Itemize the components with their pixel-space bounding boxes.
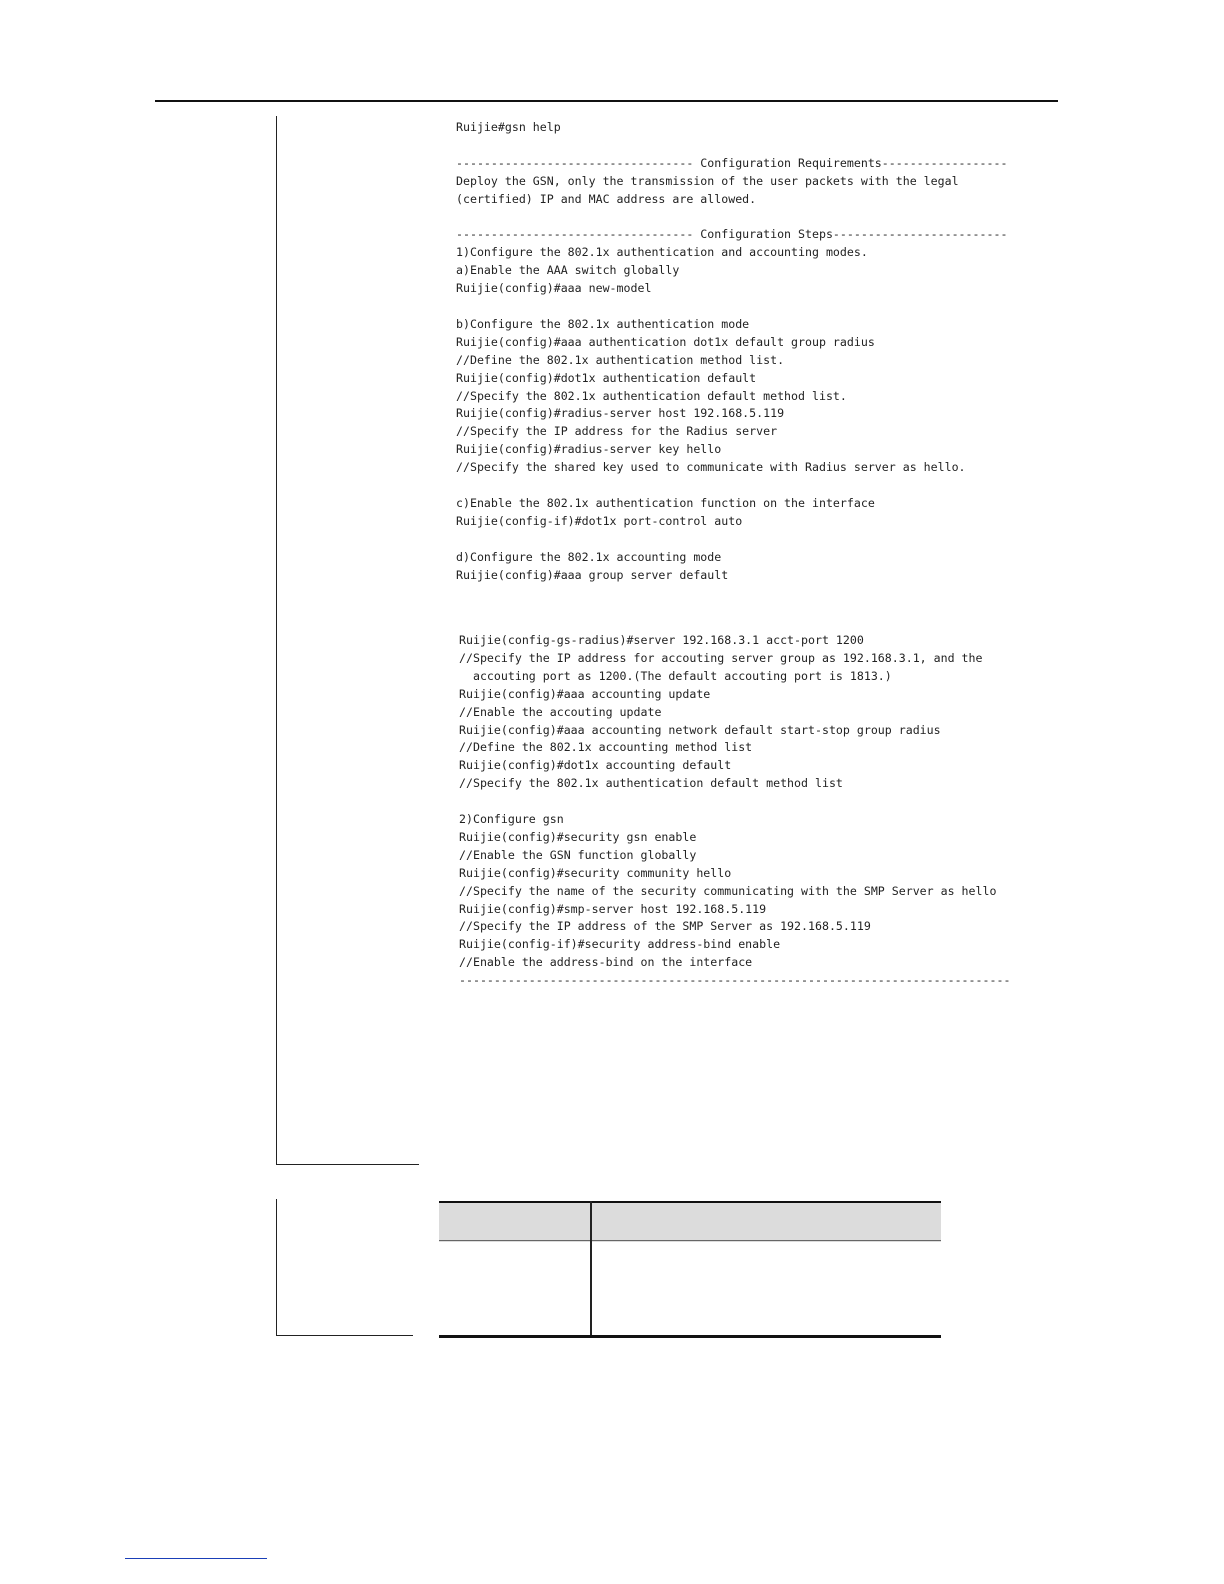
cli-line: Ruijie(config-if)#dot1x port-control auto bbox=[456, 513, 743, 528]
cli-line: //Enable the address-bind on the interface bbox=[459, 955, 753, 970]
cli-line: //Specify the IP address for the Radius server bbox=[456, 424, 778, 439]
table-column-separator bbox=[590, 1201, 592, 1337]
cli-line: Ruijie(config)#aaa accounting network default start-stop group radius bbox=[459, 722, 941, 737]
cli-line: //Enable the accouting update bbox=[459, 704, 662, 719]
cli-line: d)Configure the 802.1x accounting mode bbox=[456, 549, 722, 564]
cli-line: //Specify the 802.1x authentication default method list bbox=[459, 776, 843, 791]
cli-line bbox=[456, 209, 1007, 227]
table-bottom-rule bbox=[439, 1335, 941, 1338]
cli-line: 1)Configure the 802.1x authentication and accounting modes. bbox=[456, 245, 868, 260]
cli-line: //Specify the IP address of the SMP Server as 192.168.5.119 bbox=[459, 919, 871, 934]
cli-line: //Specify the IP address for accouting server group as 192.168.3.1, and the bbox=[459, 650, 983, 665]
section-bottom-border bbox=[276, 1164, 419, 1165]
cli-line bbox=[456, 477, 1007, 495]
cli-line: Ruijie(config)#security community hello bbox=[459, 865, 732, 880]
cli-line: Ruijie(config)#radius-server key hello bbox=[456, 442, 722, 457]
section2-left-border bbox=[276, 1199, 277, 1335]
footer-link-underline[interactable] bbox=[125, 1558, 267, 1559]
cli-line: Ruijie(config)#aaa new-model bbox=[456, 281, 652, 296]
cli-line: Ruijie(config)#security gsn enable bbox=[459, 829, 697, 844]
cli-line: ------------------------------------------------------------------------------- bbox=[459, 973, 1011, 988]
cli-line: Deploy the GSN, only the transmission of the user packets with the legal bbox=[456, 173, 959, 188]
cli-line: Ruijie(config)#dot1x accounting default bbox=[459, 758, 732, 773]
cli-line bbox=[456, 298, 1007, 316]
cli-line: Ruijie(config)#aaa authentication dot1x default group radius bbox=[456, 334, 875, 349]
section2-bottom-border bbox=[276, 1335, 413, 1336]
cli-line bbox=[456, 531, 1007, 549]
cli-line bbox=[459, 793, 1010, 811]
cli-block-config-requirements bbox=[456, 119, 1007, 584]
cli-line: 2)Configure gsn bbox=[459, 812, 564, 827]
cli-line bbox=[456, 137, 1007, 155]
cli-block-config-steps-cont bbox=[459, 632, 1010, 990]
cli-line: a)Enable the AAA switch globally bbox=[456, 263, 680, 278]
cli-line: //Specify the 802.1x authentication default method list. bbox=[456, 388, 847, 403]
cli-line: Ruijie(config)#smp-server host 192.168.5.119 bbox=[459, 901, 767, 916]
table-header-row bbox=[439, 1201, 941, 1242]
cli-line: Ruijie(config-if)#security address-bind enable bbox=[459, 937, 781, 952]
cli-line: //Define the 802.1x accounting method list bbox=[459, 740, 753, 755]
cli-line: Ruijie(config)#radius-server host 192.168.5.119 bbox=[456, 406, 785, 421]
table-header-rule bbox=[439, 1240, 941, 1241]
cli-line: (certified) IP and MAC address are allowed. bbox=[456, 191, 757, 206]
cli-line: //Define the 802.1x authentication method list. bbox=[456, 352, 785, 367]
cli-line: Ruijie(config)#aaa accounting update bbox=[459, 686, 711, 701]
cli-line: Ruijie(config-gs-radius)#server 192.168.3.1 acct-port 1200 bbox=[459, 633, 864, 647]
section-left-border bbox=[276, 116, 277, 1165]
cli-line: c)Enable the 802.1x authentication function on the interface bbox=[456, 495, 875, 510]
cli-line: accouting port as 1200.(The default accouting port is 1813.) bbox=[459, 668, 892, 683]
cli-line: Ruijie(config)#dot1x authentication default bbox=[456, 370, 757, 385]
cli-line: //Enable the GSN function globally bbox=[459, 847, 697, 862]
cli-line: Ruijie#gsn help bbox=[456, 120, 561, 134]
cli-line: //Specify the name of the security communicating with the SMP Server as hello bbox=[459, 883, 997, 898]
cli-line: //Specify the shared key used to communicate with Radius server as hello. bbox=[456, 460, 966, 475]
cli-line: ---------------------------------- Configuration Steps------------------------- bbox=[456, 227, 1008, 242]
cli-line: ---------------------------------- Configuration Requirements------------------ bbox=[456, 155, 1008, 170]
cli-line: b)Configure the 802.1x authentication mode bbox=[456, 316, 750, 331]
cli-line: Ruijie(config)#aaa group server default bbox=[456, 567, 729, 582]
header-rule bbox=[155, 100, 1058, 102]
